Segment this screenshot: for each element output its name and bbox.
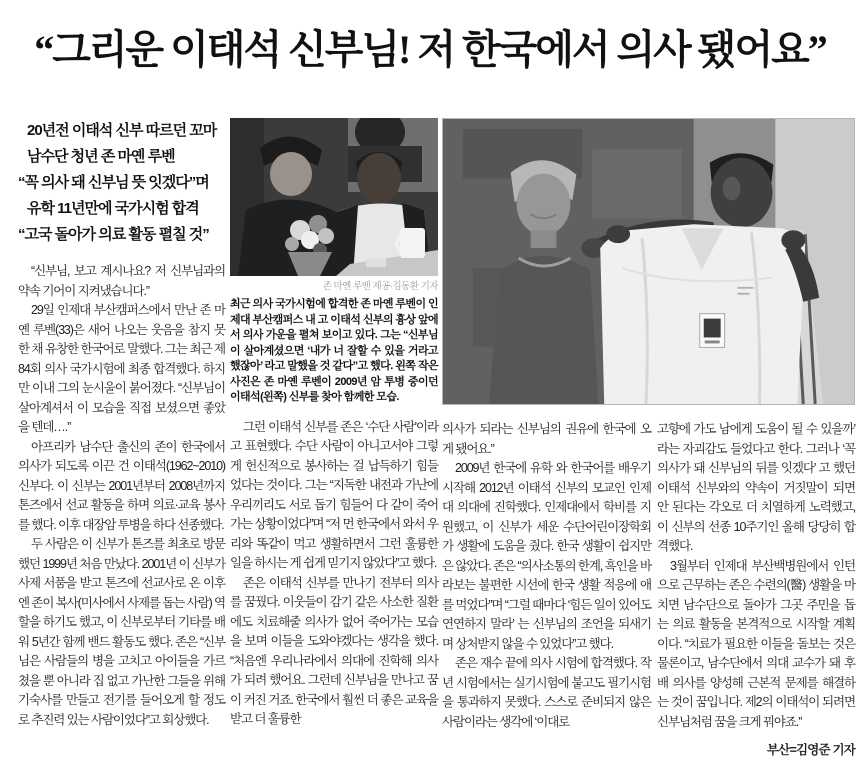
article-paragraph: 2009년 한국에 유학 와 한국어를 배우기 시작해 2012년 이태석 신부의 모교인 인제대 의대에 진학했다. 인제대에서 학비를 지원했고, 이 신부가 세운 수단어린이장학회가 생활에 도움을 줬다. 한국 생활이 쉽지만은 않았다. 존은 “의사소통의 한계, 흑인을 바라보는 불편한 시선에 한국 생활 적응에 애를 먹었다”며 “그럴 때마다 ‘힘든 일이 있어도 연연하지 말라’ 는 신부님의 조언을 되새기며 상처받지 않을 수 있었다”고 했다. [442, 461, 651, 651]
article-paragraph: 고향에 가도 남에게 도움이 될 수 있을까’ 라는 자괴감도 들었다고 한다. 그러나 ‘꼭 의사가 돼 신부님의 뒤를 잇겠다’ 고 했던 이태석 신부와의 약속이 거짓말이 되면 안 된다는 각오로 더 치열하게 노력했고, 이 신부의 선종 10주기인 올해 당당히 합격했다. [657, 422, 855, 553]
lead-line: “꼭 의사 돼 신부님 뜻 잇겠다”며 [18, 174, 209, 191]
article-paragraph: 두 사람은 이 신부가 톤즈를 최초로 방문했던 1999년 처음 만났다. 2001년 이 신부가 사제 서품을 받고 톤즈에 선교사로 온 이후엔 존이 복사(미사에서 사제를 돕는 사람) 역할을 하기도 했고, 이 신부로부터 기타를 배워 5년간 함께 밴드 활동도 했다. 존은 “신부님은 사람들의 병을 고치고 아이들을 가르쳤을 뿐 아니라 집 없고 가난한 그들을 위해 기숙사를 만들고 전기를 들어오게 할 정도로 추진력 있는 사람이었다”고 회상했다. [18, 537, 225, 727]
article-paragraph: 3월부터 인제대 부산백병원에서 인턴으로 근무하는 존은 수련의(醫) 생활을 마치면 남수단으로 돌아가 그곳 주민을 돕는 의료 활동을 본격적으로 시작할 계획이다. “치료가 필요한 이들을 돌보는 것은 물론이고, 남수단에서 의대 교수가 돼 후배 의사를 양성해 근본적 문제를 해결하는 것이 꿈입니다. 제2의 이태석이 되려면 신부님처럼 꿈을 크게 꿔야죠.” [657, 558, 855, 729]
lead-line: 남수단 청년 존 마옌 루벤 [27, 148, 175, 165]
article-paragraph: “신부님, 보고 계시나요? 저 신부님과의 약속 기어이 지켜냈습니다.” [18, 264, 225, 298]
article-paragraph: 존은 재수 끝에 의사 시험에 합격했다. 작년 시험에서는 실기시험에 붙고도 필기시험을 통과하지 못했다. 스스로 준비되지 않은 사람이라는 생각에 ‘이대로 [442, 656, 651, 729]
article-headline: “그리운 이태석 신부님! 저 한국에서 의사 됐어요” [34, 27, 826, 72]
column-3 [442, 420, 651, 732]
lead-line: 20년전 이태석 신부 따르던 꼬마 [27, 122, 217, 139]
photo-credit: 존 마옌 루벤 제공·김동환 기자 [322, 281, 438, 292]
reporter-byline: 부산=김영준 기자 [766, 743, 855, 757]
column-1 [18, 118, 225, 730]
column-2 [230, 118, 438, 730]
article-paragraph: 그런 이태석 신부를 존은 ‘수단 사람’이라고 표현했다. 수단 사람이 아니고서야 그렇게 헌신적으로 봉사하는 걸 납득하기 힘들었다는 것이다. 그는 “지독한 내전과 가난에 우리끼리도 서로 돕기 힘들어 다 같이 죽어가는 상황이었다”며 “저 먼 한국에서 와서 우리와 똑같이 먹고 생활하면서 그런 훌륭한 일을 하시는 게 쉽게 믿기지 않았다”고 했다. [230, 419, 438, 570]
lead-line: 유학 11년만에 국가시험 합격 [27, 200, 199, 217]
lead-summary [18, 118, 225, 248]
column-4 [657, 420, 855, 758]
photo-large-illustration [443, 119, 854, 404]
lead-line: “고국 돌아가 의료 활동 펼칠 것” [18, 226, 209, 243]
photo-caption: 최근 의사 국가시험에 합격한 존 마옌 루벤이 인제대 부산캠퍼스 내 고 이태석 신부의 흉상 앞에서 의사 가운을 펼쳐 보이고 있다. 그는 “신부님이 살아계셨으면 ‘내가 너 잘할 수 있을 거라고 했잖아’ 라고 말했을 것 같다”고 했다. 왼쪽 작은 사진은 존 마옌 루벤이 2009년 암 투병 중이던 이태석(왼쪽) 신부를 찾아 함께한 모습. [230, 298, 438, 403]
photo-john-with-gown-and-bust [442, 118, 855, 405]
photo-john-and-friend [230, 118, 438, 276]
article-paragraph: 아프리카 남수단 출신의 존이 한국에서 의사가 되도록 이끈 건 이태석(1962~2010) 신부다. 이 신부는 2001년부터 2008년까지 톤즈에서 선교 활동을 하며 의료·교육 봉사를 했다. 이후 대장암 투병을 하다 선종했다. [18, 439, 225, 532]
article-paragraph: 존은 이태석 신부를 만나기 전부터 의사를 꿈꿨다. 이웃들이 감기 같은 사소한 질환에도 치료해줄 의사가 없어 죽어가는 모습을 보며 이들을 도와야겠다는 생각을 했다. “처음엔 우리나라에서 의대에 진학해 의사가 되려 했어요. 그런데 신부님을 만나고 꿈이 커진 거죠. 한국에서 훨씬 더 좋은 교육을 받고 더 훌륭한 [230, 575, 438, 726]
article-paragraph: 29일 인제대 부산캠퍼스에서 만난 존 마옌 루벤(33)은 새어 나오는 웃음을 참지 못한 채 유창한 한국어로 말했다. 그는 최근 제84회 의사 국가시험에 최종 합격했다. 하지만 이내 그의 눈시울이 붉어졌다. “신부님이 살아계셔서 이 모습을 직접 보셨으면 좋았을 텐데….” [18, 303, 225, 434]
photo-small-illustration [230, 118, 438, 276]
article-paragraph: 의사가 되라는 신부님의 권유에 한국에 오게 됐어요.” [442, 422, 651, 456]
